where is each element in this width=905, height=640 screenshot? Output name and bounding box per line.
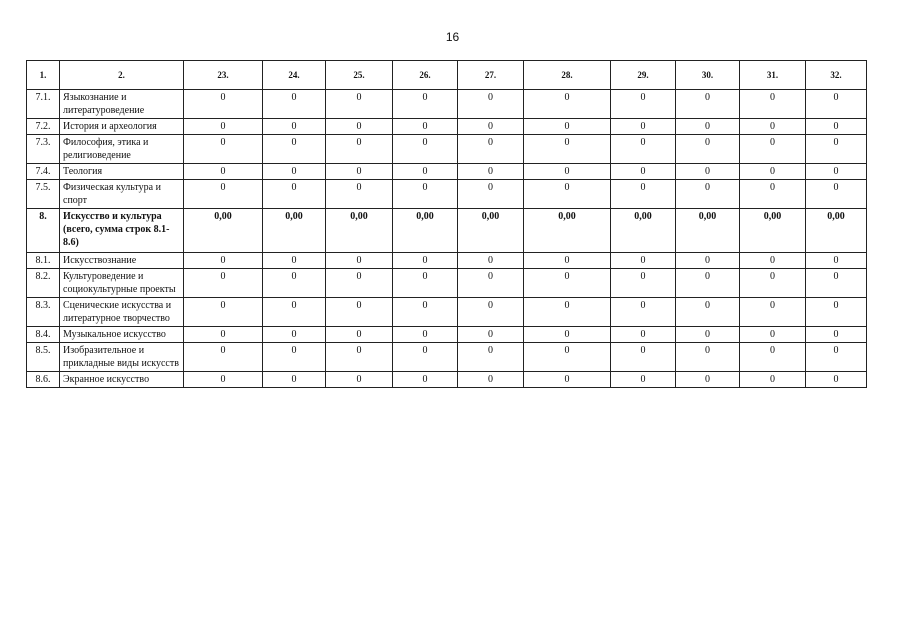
value-cell: 0 [326, 135, 393, 164]
column-header: 2. [60, 61, 184, 90]
row-label: Философия, этика и религиоведение [60, 135, 184, 164]
value-cell: 0 [611, 90, 676, 119]
table-row [27, 180, 867, 209]
value-cell: 0 [393, 119, 458, 135]
value-cell: 0 [184, 90, 263, 119]
value-cell: 0 [611, 253, 676, 269]
value-cell: 0 [524, 164, 611, 180]
value-cell: 0 [740, 343, 806, 372]
value-cell: 0 [740, 269, 806, 298]
value-cell: 0 [806, 298, 867, 327]
table-row [27, 90, 867, 119]
value-cell: 0 [326, 253, 393, 269]
value-cell: 0 [184, 298, 263, 327]
table-body [27, 90, 867, 388]
value-cell: 0 [393, 298, 458, 327]
value-cell: 0 [524, 372, 611, 388]
column-header: 30. [676, 61, 740, 90]
value-cell: 0,00 [740, 209, 806, 253]
value-cell: 0 [611, 298, 676, 327]
value-cell: 0 [184, 119, 263, 135]
row-label: История и археология [60, 119, 184, 135]
row-label: Культуроведение и социокультурные проекты [60, 269, 184, 298]
table-row [27, 343, 867, 372]
value-cell: 0 [740, 135, 806, 164]
value-cell: 0 [263, 298, 326, 327]
column-header: 31. [740, 61, 806, 90]
value-cell: 0 [263, 372, 326, 388]
column-header: 23. [184, 61, 263, 90]
column-header: 29. [611, 61, 676, 90]
value-cell: 0 [611, 164, 676, 180]
value-cell: 0 [524, 135, 611, 164]
value-cell: 0 [326, 119, 393, 135]
row-number: 8. [27, 209, 60, 253]
value-cell: 0 [263, 164, 326, 180]
header-row [27, 61, 867, 90]
value-cell: 0 [184, 135, 263, 164]
value-cell: 0 [393, 90, 458, 119]
value-cell: 0 [263, 90, 326, 119]
value-cell: 0 [393, 269, 458, 298]
value-cell: 0 [740, 119, 806, 135]
row-label: Музыкальное искусство [60, 327, 184, 343]
value-cell: 0 [611, 269, 676, 298]
value-cell: 0 [806, 343, 867, 372]
value-cell: 0 [326, 269, 393, 298]
table-row [27, 269, 867, 298]
value-cell: 0 [676, 343, 740, 372]
value-cell: 0 [393, 327, 458, 343]
row-number: 8.6. [27, 372, 60, 388]
value-cell: 0 [393, 343, 458, 372]
value-cell: 0 [326, 298, 393, 327]
value-cell: 0 [393, 164, 458, 180]
table-row [27, 119, 867, 135]
value-cell: 0 [326, 90, 393, 119]
value-cell: 0 [458, 269, 524, 298]
value-cell: 0 [263, 119, 326, 135]
value-cell: 0 [611, 119, 676, 135]
row-label: Изобразительное и прикладные виды искусств [60, 343, 184, 372]
value-cell: 0 [740, 372, 806, 388]
table-row [27, 253, 867, 269]
value-cell: 0 [184, 269, 263, 298]
value-cell: 0 [524, 180, 611, 209]
row-label: Теология [60, 164, 184, 180]
column-header: 28. [524, 61, 611, 90]
value-cell: 0 [524, 343, 611, 372]
row-number: 7.3. [27, 135, 60, 164]
row-label: Сценические искусства и литературное творчество [60, 298, 184, 327]
table-row [27, 135, 867, 164]
value-cell: 0 [740, 180, 806, 209]
value-cell: 0 [458, 164, 524, 180]
value-cell: 0 [676, 372, 740, 388]
value-cell: 0 [740, 298, 806, 327]
value-cell: 0 [676, 135, 740, 164]
value-cell: 0 [740, 327, 806, 343]
value-cell: 0 [740, 253, 806, 269]
value-cell: 0 [458, 327, 524, 343]
value-cell: 0,00 [806, 209, 867, 253]
value-cell: 0 [676, 269, 740, 298]
row-number: 7.1. [27, 90, 60, 119]
value-cell: 0,00 [326, 209, 393, 253]
value-cell: 0 [676, 327, 740, 343]
row-number: 7.4. [27, 164, 60, 180]
table-row-total [27, 209, 867, 253]
value-cell: 0 [263, 269, 326, 298]
value-cell: 0 [458, 119, 524, 135]
row-number: 8.2. [27, 269, 60, 298]
page-number: 16 [445, 30, 460, 44]
value-cell: 0 [806, 119, 867, 135]
value-cell: 0 [458, 372, 524, 388]
value-cell: 0 [184, 164, 263, 180]
value-cell: 0,00 [458, 209, 524, 253]
value-cell: 0 [458, 298, 524, 327]
value-cell: 0 [263, 343, 326, 372]
value-cell: 0 [611, 180, 676, 209]
value-cell: 0 [740, 164, 806, 180]
value-cell: 0 [740, 90, 806, 119]
value-cell: 0 [676, 119, 740, 135]
row-label: Искусствознание [60, 253, 184, 269]
value-cell: 0 [611, 343, 676, 372]
row-number: 8.1. [27, 253, 60, 269]
value-cell: 0 [524, 327, 611, 343]
column-header: 25. [326, 61, 393, 90]
row-number: 8.5. [27, 343, 60, 372]
value-cell: 0 [458, 253, 524, 269]
value-cell: 0 [611, 372, 676, 388]
row-number: 7.2. [27, 119, 60, 135]
value-cell: 0,00 [611, 209, 676, 253]
row-label: Экранное искусство [60, 372, 184, 388]
column-header: 1. [27, 61, 60, 90]
value-cell: 0 [326, 372, 393, 388]
table-row [27, 298, 867, 327]
value-cell: 0 [806, 180, 867, 209]
table-row [27, 372, 867, 388]
data-table [26, 60, 867, 388]
value-cell: 0 [806, 327, 867, 343]
value-cell: 0 [458, 343, 524, 372]
value-cell: 0 [676, 253, 740, 269]
value-cell: 0 [326, 164, 393, 180]
row-label: Физическая культура и спорт [60, 180, 184, 209]
value-cell: 0 [326, 327, 393, 343]
row-label: Искусство и культура (всего, сумма строк 8.1-8.6) [60, 209, 184, 253]
value-cell: 0 [184, 327, 263, 343]
value-cell: 0 [806, 90, 867, 119]
column-header: 27. [458, 61, 524, 90]
column-header: 26. [393, 61, 458, 90]
value-cell: 0 [676, 164, 740, 180]
value-cell: 0,00 [184, 209, 263, 253]
value-cell: 0 [184, 372, 263, 388]
value-cell: 0 [393, 372, 458, 388]
value-cell: 0 [806, 164, 867, 180]
table-row [27, 327, 867, 343]
value-cell: 0 [524, 119, 611, 135]
column-header: 24. [263, 61, 326, 90]
value-cell: 0 [263, 253, 326, 269]
value-cell: 0 [184, 253, 263, 269]
value-cell: 0 [263, 327, 326, 343]
value-cell: 0 [263, 135, 326, 164]
value-cell: 0,00 [393, 209, 458, 253]
value-cell: 0 [806, 372, 867, 388]
table-row [27, 164, 867, 180]
value-cell: 0 [676, 180, 740, 209]
value-cell: 0 [263, 180, 326, 209]
value-cell: 0 [458, 90, 524, 119]
value-cell: 0 [184, 343, 263, 372]
value-cell: 0 [393, 180, 458, 209]
value-cell: 0 [524, 298, 611, 327]
value-cell: 0 [676, 90, 740, 119]
value-cell: 0,00 [524, 209, 611, 253]
column-header: 32. [806, 61, 867, 90]
value-cell: 0 [184, 180, 263, 209]
row-label: Языкознание и литературоведение [60, 90, 184, 119]
value-cell: 0 [524, 253, 611, 269]
row-number: 8.4. [27, 327, 60, 343]
value-cell: 0 [524, 269, 611, 298]
value-cell: 0 [326, 343, 393, 372]
value-cell: 0 [806, 253, 867, 269]
value-cell: 0 [326, 180, 393, 209]
value-cell: 0 [458, 135, 524, 164]
row-number: 8.3. [27, 298, 60, 327]
row-number: 7.5. [27, 180, 60, 209]
value-cell: 0 [611, 135, 676, 164]
value-cell: 0 [676, 298, 740, 327]
value-cell: 0 [458, 180, 524, 209]
value-cell: 0 [524, 90, 611, 119]
value-cell: 0 [393, 253, 458, 269]
value-cell: 0 [806, 135, 867, 164]
value-cell: 0 [611, 327, 676, 343]
value-cell: 0 [393, 135, 458, 164]
value-cell: 0,00 [263, 209, 326, 253]
value-cell: 0,00 [676, 209, 740, 253]
value-cell: 0 [806, 269, 867, 298]
